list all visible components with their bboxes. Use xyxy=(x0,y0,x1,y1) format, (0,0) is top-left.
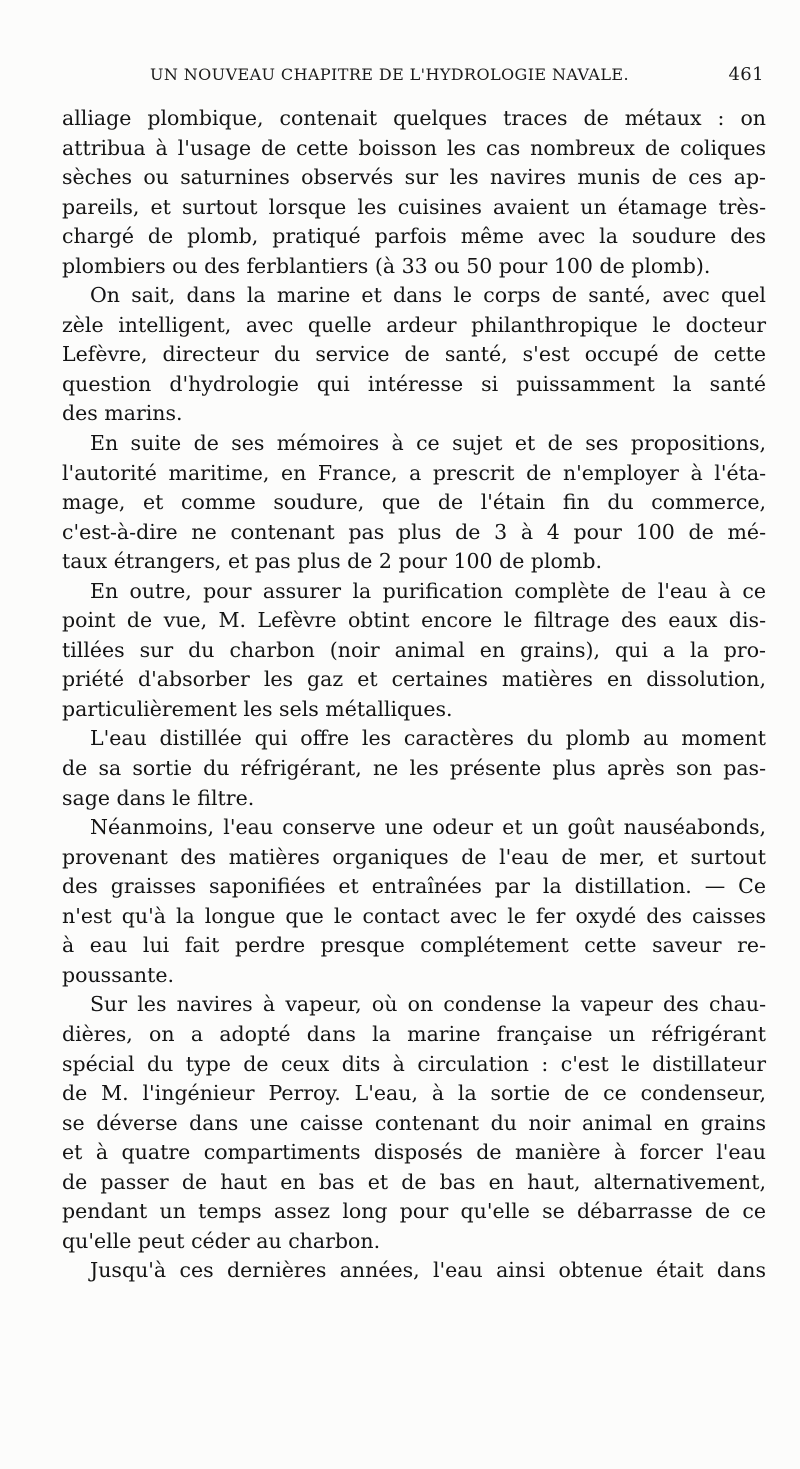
text-line: plombiers ou des ferblantiers (à 33 ou 50 pour 100 de plomb). xyxy=(62,253,711,278)
text-line: priété d'absorber les gaz et certaines matières en dissolution, xyxy=(62,667,766,692)
text-line: pareils, et surtout lorsque les cuisines avaient un étamage très- xyxy=(62,194,766,219)
paragraph xyxy=(62,1256,766,1286)
text-line: dières, on a adopté dans la marine française un réfrigérant xyxy=(62,1021,766,1046)
text-line: Lefèvre, directeur du service de santé, s'est occupé de cette xyxy=(62,342,766,367)
text-line: et à quatre compartiments disposés de manière à forcer l'eau xyxy=(62,1140,766,1165)
text-line: En outre, pour assurer la purification complète de l'eau à ce xyxy=(90,578,766,603)
text-line: question d'hydrologie qui intéresse si puissamment la santé xyxy=(62,371,766,396)
text-line: de passer de haut en bas et de bas en haut, alternativement, xyxy=(62,1169,766,1194)
paragraph xyxy=(62,990,766,1256)
text-line: En suite de ses mémoires à ce sujet et de ses propositions, xyxy=(90,431,766,456)
text-line: se déverse dans une caisse contenant du noir animal en grains xyxy=(62,1110,766,1135)
text-line: L'eau distillée qui offre les caractères du plomb au moment xyxy=(90,726,766,751)
text-line: pendant un temps assez long pour qu'elle se débarrasse de ce xyxy=(62,1199,766,1224)
text-line: c'est-à-dire ne contenant pas plus de 3 à 4 pour 100 de mé- xyxy=(62,519,766,544)
text-line: point de vue, M. Lefèvre obtint encore le filtrage des eaux dis- xyxy=(62,608,766,633)
text-line: zèle intelligent, avec quelle ardeur philanthropique le docteur xyxy=(62,312,766,337)
text-line: tillées sur du charbon (noir animal en grains), qui a la pro- xyxy=(62,637,766,662)
text-line: alliage plombique, contenait quelques traces de métaux : on xyxy=(62,106,766,130)
text-line: sèches ou saturnines observés sur les navires munis de ces ap- xyxy=(62,165,766,190)
text-line: à eau lui fait perdre presque complétement cette saveur re- xyxy=(62,933,766,958)
text-line: taux étrangers, et pas plus de 2 pour 100 de plomb. xyxy=(62,549,602,574)
text-line: qu'elle peut céder au charbon. xyxy=(62,1228,381,1253)
text-line: n'est qu'à la longue que le contact avec le fer oxydé des caisses xyxy=(62,903,766,928)
running-header xyxy=(150,64,764,88)
text-line: de M. l'ingénieur Perroy. L'eau, à la sortie de ce condenseur, xyxy=(62,1081,766,1106)
text-line: sage dans le filtre. xyxy=(62,785,255,810)
page-number: 461 xyxy=(728,64,764,85)
body-text xyxy=(62,104,766,1286)
text-line: poussante. xyxy=(62,962,175,987)
paragraph xyxy=(62,281,766,429)
paragraph xyxy=(62,724,766,813)
text-line: On sait, dans la marine et dans le corps de santé, avec quel xyxy=(90,283,766,308)
paragraph xyxy=(62,577,766,725)
paragraph xyxy=(62,813,766,990)
text-line: mage, et comme soudure, que de l'étain fin du commerce, xyxy=(62,490,766,515)
paragraph xyxy=(62,104,766,281)
text-line: chargé de plomb, pratiqué parfois même avec la soudure des xyxy=(62,224,766,249)
text-line: provenant des matières organiques de l'eau de mer, et surtout xyxy=(62,844,766,869)
text-line: attribua à l'usage de cette boisson les cas nombreux de coliques xyxy=(62,135,766,160)
text-line: des marins. xyxy=(62,401,183,426)
paragraph xyxy=(62,429,766,577)
text-line: Néanmoins, l'eau conserve une odeur et un goût nauséabonds, xyxy=(90,815,766,840)
text-line: Sur les navires à vapeur, où on condense la vapeur des chau- xyxy=(90,992,766,1017)
text-line: de sa sortie du réfrigérant, ne les présente plus après son pas- xyxy=(62,756,766,781)
text-line: Jusqu'à ces dernières années, l'eau ainsi obtenue était dans xyxy=(90,1258,766,1283)
running-title: UN NOUVEAU CHAPITRE DE L'HYDROLOGIE NAVALE. xyxy=(150,65,629,84)
text-line: particulièrement les sels métalliques. xyxy=(62,696,453,721)
text-line: spécial du type de ceux dits à circulation : c'est le distillateur xyxy=(62,1051,766,1076)
text-line: des graisses saponifiées et entraînées par la distillation. — Ce xyxy=(62,874,766,899)
text-line: l'autorité maritime, en France, a prescrit de n'employer à l'éta- xyxy=(62,460,766,485)
